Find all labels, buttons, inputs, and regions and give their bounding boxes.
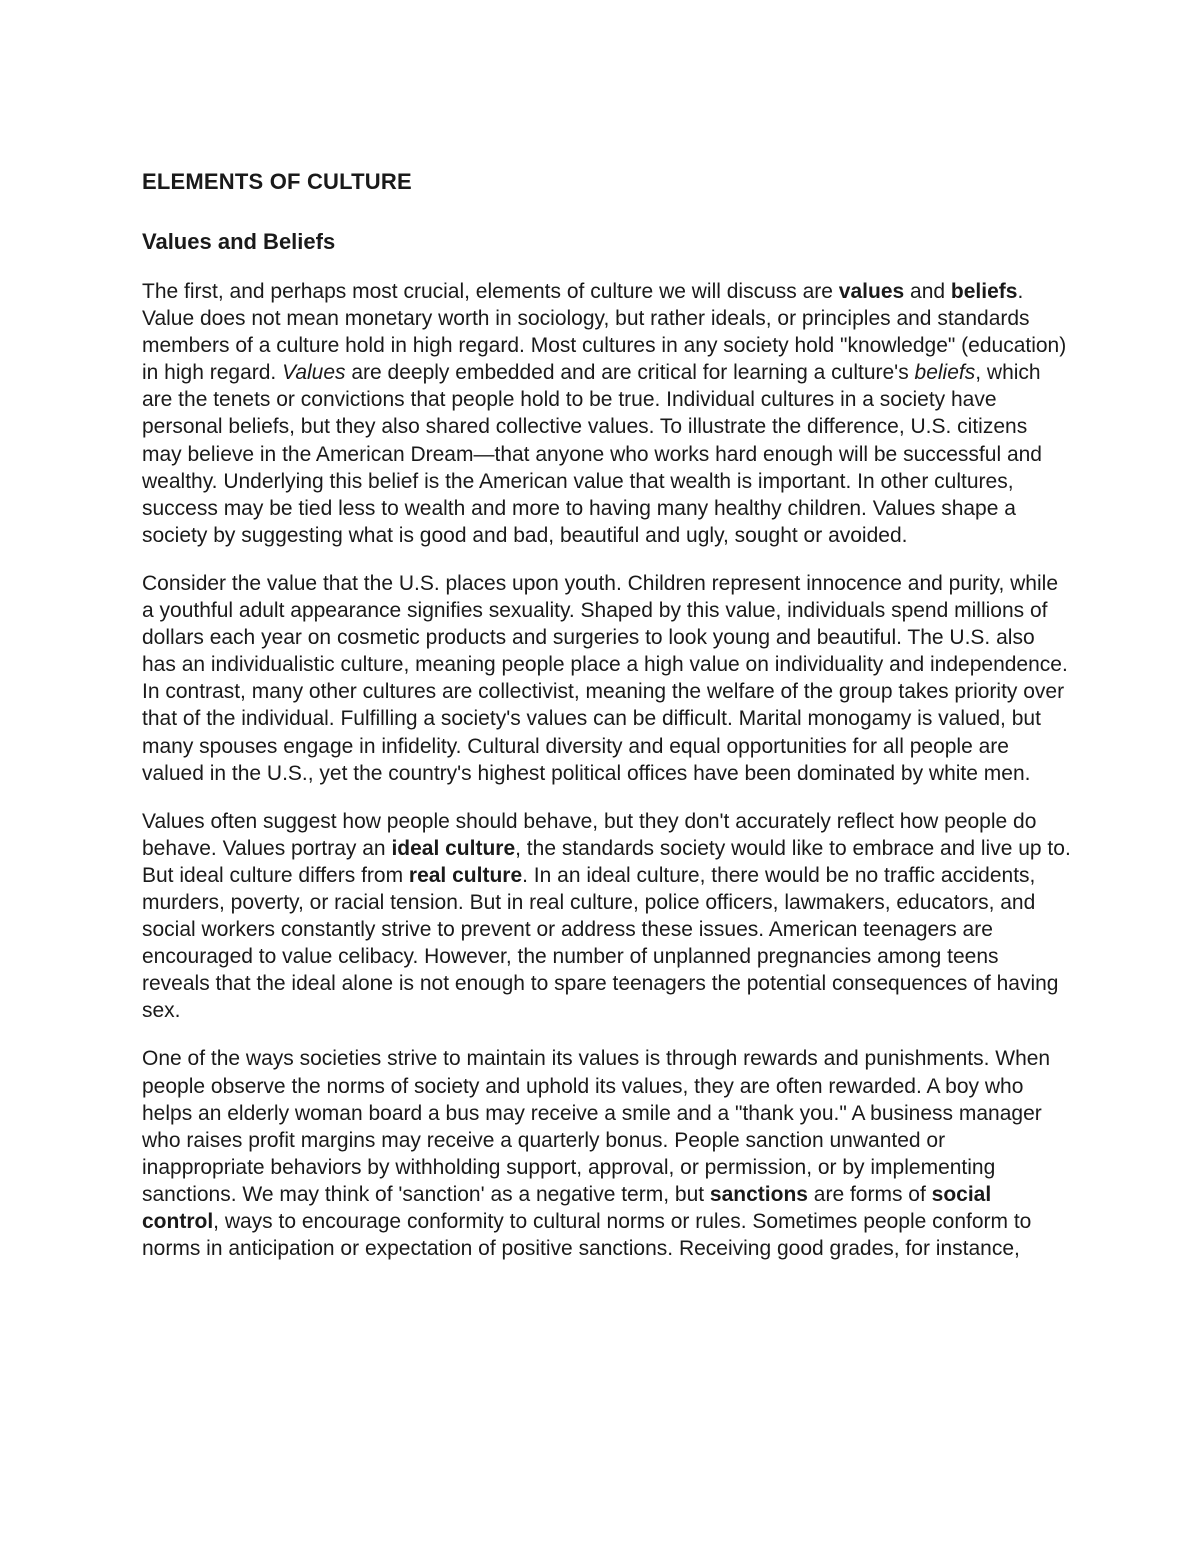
bold-term: sanctions <box>709 1182 808 1206</box>
text-run: , ways to encourage conformity to cultural norms or rules. Sometimes people conform to norms in anticipation or expectation of positive sanctions. Receiving good grades, for instance, <box>142 1210 1032 1261</box>
text-run: are forms of <box>807 1182 932 1206</box>
bold-term: social control <box>142 1182 992 1233</box>
body-text <box>142 278 1070 1262</box>
text-run: One of the ways societies strive to maintain its values is through rewards and punishments. When people observe the norms of society and uphold its values, they are often rewarded. A boy who helps an elderly woman board a bus may receive a smile and a "thank you." A business manager who raises profit margins may receive a quarterly bonus. People sanction unwanted or inappropriate behaviors by withholding support, approval, or permission, or by implementing sanctions. We may think of 'sanction' as a negative term, but <box>142 1047 1051 1206</box>
document-title: ELEMENTS OF CULTURE <box>142 169 412 194</box>
text-run: are deeply embedded and are critical for learning a culture's <box>345 361 915 385</box>
text-run: . Value does not mean monetary worth in sociology, but rather ideals, or principles and standards members of a culture hold in high regard. Most cultures in any society hold "knowledge" (education) in high regard. <box>142 280 1067 385</box>
bold-term: beliefs <box>950 280 1018 303</box>
bold-term: real culture <box>408 863 523 887</box>
bold-term: values <box>838 280 905 303</box>
text-run: and <box>904 280 951 303</box>
italic-term: beliefs <box>914 361 976 385</box>
text-run: , the standards society would like to embrace and live up to. But ideal culture differs from <box>142 836 1071 887</box>
paragraph <box>142 808 1072 1025</box>
paragraph <box>142 570 1072 787</box>
paragraph <box>142 278 1072 549</box>
text-run: . In an ideal culture, there would be no traffic accidents, murders, poverty, or racial tension. But in real culture, police officers, lawmakers, educators, and social workers constantly strive to prevent or address these issues. American teenagers are encouraged to value celibacy. However, the number of unplanned pregnancies among teens reveals that the ideal alone is not enough to spare teenagers the potential consequences of having sex. <box>142 863 1059 1023</box>
italic-term: Values <box>282 361 346 385</box>
section-heading: Values and Beliefs <box>142 229 336 254</box>
text-run: , which are the tenets or convictions that people hold to be true. Individual cultures in a society have personal beliefs, but they also shared collective values. To illustrate the difference, U.S. citizens may believe in the American Dream—that anyone who works hard enough will be successful and wealthy. Underlying this belief is the American value that wealth is important. In other cultures, success may be tied less to wealth and more to having many healthy children. Values shape a society by suggesting what is good and bad, beautiful and ugly, sought or avoided. <box>142 361 1042 547</box>
bold-term: ideal culture <box>391 836 516 860</box>
text-run: The first, and perhaps most crucial, elements of culture we will discuss are <box>142 280 839 303</box>
paragraph <box>142 1045 1072 1262</box>
text-run: Values often suggest how people should behave, but they don't accurately reflect how people do behave. Values portray an <box>142 809 1037 860</box>
text-run: Consider the value that the U.S. places upon youth. Children represent innocence and purity, while a youthful adult appearance signifies sexuality. Shaped by this value, individuals spend millions of dollars each year on cosmetic products and surgeries to look young and beautiful. The U.S. also has an individualistic culture, meaning people place a high value on individuality and independence. In contrast, many other cultures are collectivist, meaning the welfare of the group takes priority over that of the individual. Fulfilling a society's values can be difficult. Marital monogamy is valued, but many spouses engage in infidelity. Cultural diversity and equal opportunities for all people are valued in the U.S., yet the country's highest political offices have been dominated by white men. <box>142 571 1068 785</box>
